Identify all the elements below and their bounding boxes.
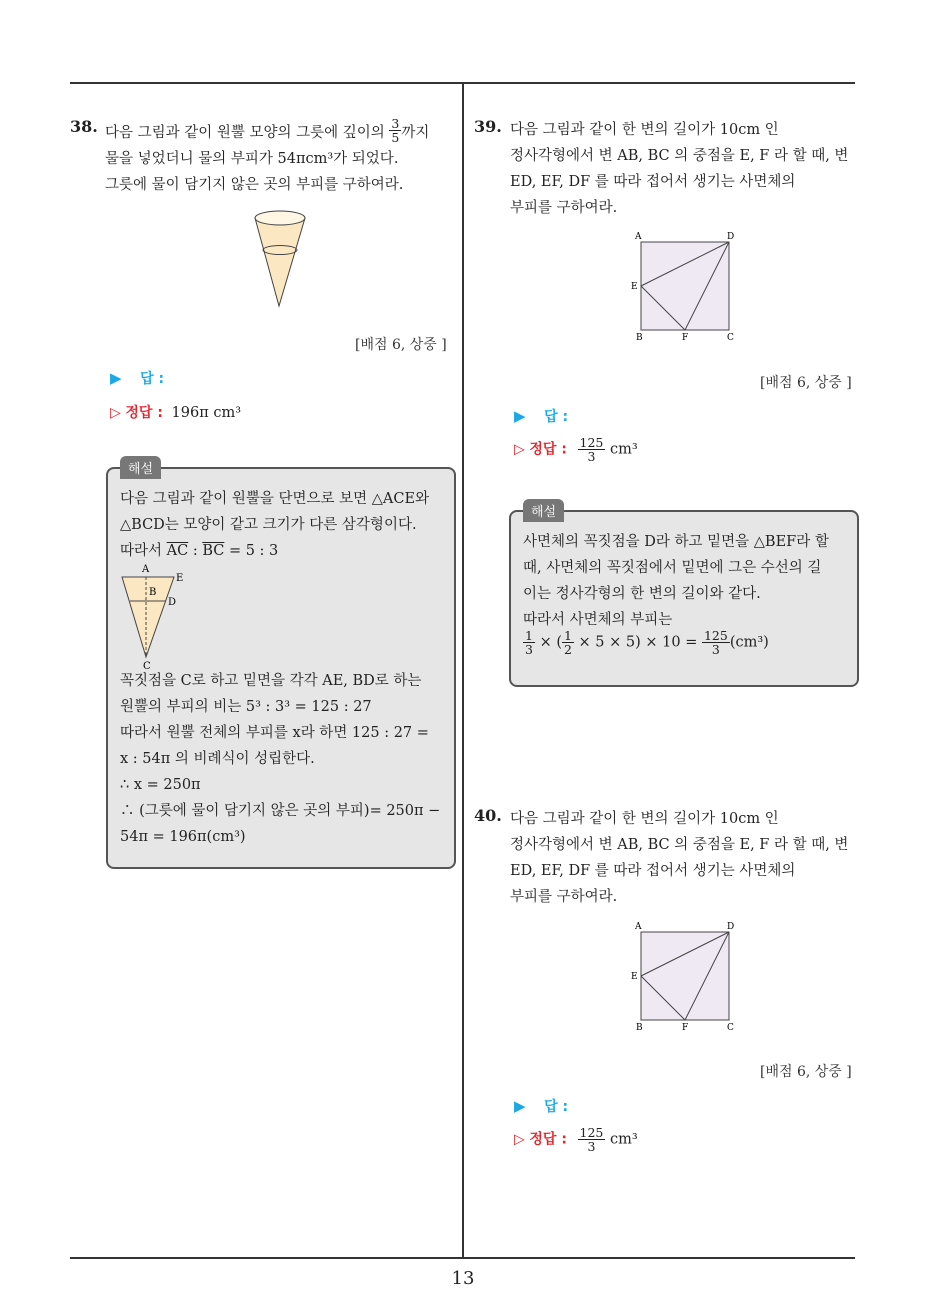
- q38-text: 다음 그림과 같이 원뿔 모양의 그릇에 깊이의 $\frac{3}{5}$ 까지 물을 넣었더니 물의 부피가 54πcm³가 되었다. 그릇에 물이 담기지 않은 곳의 부피를 구하여라.: [105, 115, 430, 193]
- q38-answer-row[interactable]: ▶ 답 :: [110, 369, 165, 387]
- column-divider: [462, 82, 464, 1258]
- label-C: C: [143, 661, 151, 672]
- q38-fraction: $\frac{3}{5}$: [391, 115, 400, 145]
- play-triangle-icon: ▶: [514, 407, 526, 425]
- q39-correct-fraction: $\frac{125}{3}$: [579, 435, 604, 464]
- q39-text: 다음 그림과 같이 한 변의 길이가 10cm 인 정사각형에서 변 AB, BC 의 중점을 E, F 라 할 때, 변 ED, EF, DF 를 따라 접어서 생기는 사면체의 부피를 구하여라.: [510, 122, 849, 216]
- label-F: F: [682, 1023, 689, 1033]
- q39-score: [배점 6, 상중 ]: [760, 375, 852, 391]
- label-C: C: [727, 1023, 734, 1033]
- q38-score: [배점 6, 상중 ]: [355, 337, 447, 353]
- q38-cross-section-diagram: [116, 561, 196, 673]
- label-C: C: [727, 333, 734, 343]
- label-D: D: [727, 922, 735, 932]
- bottom-rule: [70, 1257, 855, 1259]
- label-B: B: [636, 1023, 643, 1033]
- q39-correct-row: ▷ 정답 : $\frac{125}{3}$ cm³: [514, 435, 638, 464]
- q38-cone-figure: [250, 206, 310, 308]
- play-triangle-icon: ▶: [514, 1097, 526, 1115]
- play-triangle-icon: ▶: [110, 369, 122, 387]
- outline-triangle-icon: ▷: [514, 441, 525, 458]
- page-number: 13: [451, 1268, 475, 1289]
- q40-answer-row[interactable]: ▶ 답 :: [514, 1097, 569, 1115]
- q40-square-figure: [628, 918, 740, 1034]
- label-F: F: [682, 333, 689, 343]
- q39-explanation-tag: 해설: [523, 499, 564, 522]
- q40-text: 다음 그림과 같이 한 변의 길이가 10cm 인 정사각형에서 변 AB, BC 의 중점을 E, F 라 할 때, 변 ED, EF, DF 를 따라 접어서 생기는 사면체의 부피를 구하여라.: [510, 811, 849, 905]
- q38-number: 38.: [70, 117, 98, 136]
- label-B: B: [149, 587, 157, 598]
- outline-triangle-icon: ▷: [110, 405, 121, 421]
- q39-number: 39.: [474, 117, 502, 136]
- q39-volume-formula: $\frac{1}{3}$ × ( $\frac{1}{2}$ × 5 × 5) × 10 = $\frac{125}{3}$ (cm³): [525, 628, 769, 657]
- label-A: A: [635, 922, 642, 932]
- label-E: E: [176, 573, 184, 584]
- label-A: A: [635, 232, 642, 242]
- q40-score: [배점 6, 상중 ]: [760, 1064, 852, 1080]
- q38-explanation-tag: 해설: [120, 456, 161, 479]
- label-D: D: [727, 232, 735, 242]
- label-B: B: [636, 333, 643, 343]
- q38-correct-row: ▷ 정답 : 196π cm³: [110, 405, 242, 421]
- outline-triangle-icon: ▷: [514, 1131, 525, 1148]
- label-E: E: [631, 972, 638, 982]
- label-A: A: [142, 564, 150, 575]
- label-D: D: [168, 597, 177, 608]
- label-E: E: [631, 282, 638, 292]
- q40-number: 40.: [474, 806, 502, 825]
- q40-correct-fraction: $\frac{125}{3}$: [579, 1125, 604, 1154]
- q39-explanation-box: 해설 사면체의 꼭짓점을 D라 하고 밑면을 △BEF라 할 때, 사면체의 꼭짓점에서 밑면에 그은 수선의 길 이는 정사각형의 한 변의 길이와 같다. 따라서 사면체의 부피는 $\frac{1}{3}$ × ( $\frac{1}{2}$ × 5 × 5) × 10 = $\frac{125}{3}$ (cm³): [509, 510, 859, 687]
- q39-square-figure: [628, 228, 740, 344]
- q38-explanation-box: 해설 다음 그림과 같이 원뿔을 단면으로 보면 △ACE와 △BCD는 모양이 같고 크기가 다른 삼각형이다. 따라서 $\overline{AC}$ : $\overline{BC} = 5$ : 3 A E B D C 꼭짓점을 C로 하고 밑면을 각각 AE, BD로 하는 원뿔의 부피의 비는 5³ : 3³ = 125 : 27 따라서 원뿔 전체의 부피를 x라 하면 125 : 27 = x : 54π 의 비례식이 성립한다. ∴ x = 250π ∴ (그릇에 물이 담기지 않은 곳의 부피)= 250π − 54π = 196π(cm³): [106, 467, 456, 869]
- q39-answer-row[interactable]: ▶ 답 :: [514, 407, 569, 425]
- q40-correct-row: ▷ 정답 : $\frac{125}{3}$ cm³: [514, 1125, 638, 1154]
